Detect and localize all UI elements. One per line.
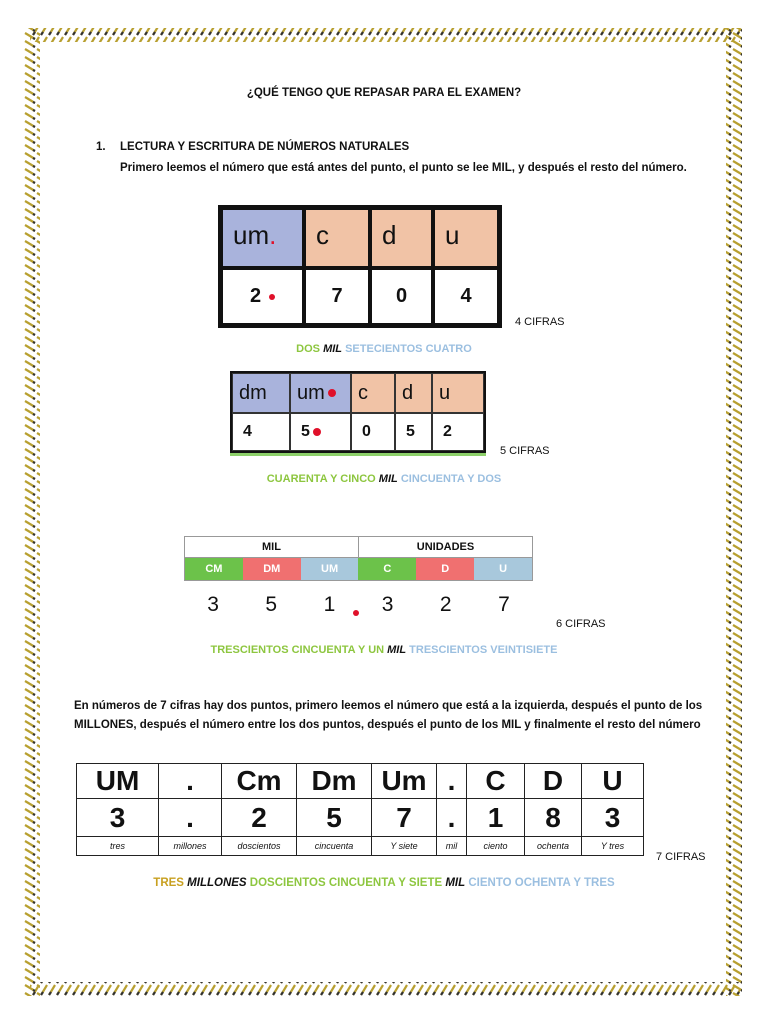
digit-cell: 1 — [467, 799, 525, 837]
digit: 7 — [498, 593, 510, 616]
word-cell: ochenta — [525, 837, 582, 856]
header-cell: DM — [243, 558, 301, 580]
digit-cell: 3 — [77, 799, 159, 837]
word-cell: doscientos — [222, 837, 297, 856]
word-cell: Y tres — [582, 837, 644, 856]
digit-cell: 7 — [372, 799, 437, 837]
digit-cell: 2 — [432, 413, 484, 451]
header-cell: U — [474, 558, 532, 580]
place-value-table-4 — [218, 205, 502, 328]
header-cell: d — [395, 373, 432, 413]
cifras-label: 6 CIFRAS — [556, 618, 606, 630]
cifras-label: 4 CIFRAS — [515, 316, 565, 328]
header-cell: d — [370, 208, 433, 268]
word-cell: ciento — [467, 837, 525, 856]
header-cell: U — [582, 763, 644, 799]
section-heading: LECTURA Y ESCRITURA DE NÚMEROS NATURALES — [120, 141, 410, 153]
digit-cell: 3 — [582, 799, 644, 837]
digit-cell: 0 — [370, 268, 433, 325]
underline — [230, 453, 486, 456]
digit: 5 — [265, 593, 278, 616]
digit: 2 — [439, 593, 452, 616]
header-cell: u — [432, 373, 484, 413]
digit-cell: 0 — [351, 413, 395, 451]
header-cell: Um — [372, 763, 437, 799]
digit-cell: 5 — [395, 413, 432, 451]
header-cell: c — [304, 208, 370, 268]
cifras-label: 5 CIFRAS — [500, 445, 550, 457]
word-cell: mil — [437, 837, 467, 856]
number-in-words: TRES MILLONES DOSCIENTOS CINCUENTA Y SIETE MIL CIENTO OCHENTA Y TRES — [153, 877, 615, 889]
header-cell: D — [416, 558, 474, 580]
digit-cell: 2 — [222, 799, 297, 837]
header-cell: c — [351, 373, 395, 413]
thousands-dot — [269, 294, 275, 300]
number-in-words: TRESCIENTOS CINCUENTA Y UN MIL TRESCIENTOS VEINTISIETE — [210, 644, 558, 656]
section-intro: Primero leemos el número que está antes del punto, el punto se lee MIL, y después el resto del número. — [120, 162, 687, 174]
thousands-dot — [353, 610, 359, 616]
digit-cell: 4 — [433, 268, 499, 325]
word-cell: millones — [159, 837, 222, 856]
cifras-label: 7 CIFRAS — [656, 851, 706, 863]
digit-cell: 7 — [304, 268, 370, 325]
header-cell: D — [525, 763, 582, 799]
place-value-table-6 — [184, 536, 533, 617]
digit-cell: 5 — [290, 413, 351, 451]
header-cell: CM — [185, 558, 243, 580]
digit-cell: 5 — [297, 799, 372, 837]
page-title: ¿QUÉ TENGO QUE REPASAR PARA EL EXAMEN? — [246, 87, 522, 99]
header-cell: dm — [232, 373, 290, 413]
header-cell: . — [437, 763, 467, 799]
word-cell: cincuenta — [297, 837, 372, 856]
thousands-dot — [313, 428, 321, 436]
header-cell: Dm — [297, 763, 372, 799]
word-cell: tres — [77, 837, 159, 856]
header-cell: u — [433, 208, 499, 268]
header-cell: C — [358, 558, 416, 580]
digit: 3 — [207, 593, 219, 616]
digit-cell: 4 — [232, 413, 290, 451]
seven-digit-explanation: En números de 7 cifras hay dos puntos, primero leemos el número que está a la izquierda, después el punto de los MILLONES, después el número entre los dos puntos, después el punto de los MIL y finalmente el resto del número — [74, 700, 703, 731]
header-cell: um . — [221, 208, 304, 268]
header-cell: . — [159, 763, 222, 799]
group-label: UNIDADES — [416, 541, 475, 553]
number-in-words: CUARENTA Y CINCO MIL CINCUENTA Y DOS — [266, 473, 502, 485]
digit: 1 — [323, 593, 336, 616]
digit-cell: . — [159, 799, 222, 837]
header-cell: um — [290, 373, 351, 413]
digit-cell: 2 — [221, 268, 304, 325]
header-cell: UM — [77, 763, 159, 799]
header-cell: Cm — [222, 763, 297, 799]
number-in-words: DOS MIL SETECIENTOS CUATRO — [296, 343, 472, 355]
place-value-table-5 — [230, 371, 486, 453]
header-cell: C — [467, 763, 525, 799]
digit: 3 — [381, 593, 394, 616]
digit-cell: . — [437, 799, 467, 837]
digit-cell: 8 — [525, 799, 582, 837]
section-number: 1. — [96, 141, 106, 153]
place-value-table-7 — [76, 763, 644, 856]
group-label: MIL — [185, 537, 359, 557]
word-cell: Y siete — [372, 837, 437, 856]
header-cell: UM — [301, 558, 359, 580]
